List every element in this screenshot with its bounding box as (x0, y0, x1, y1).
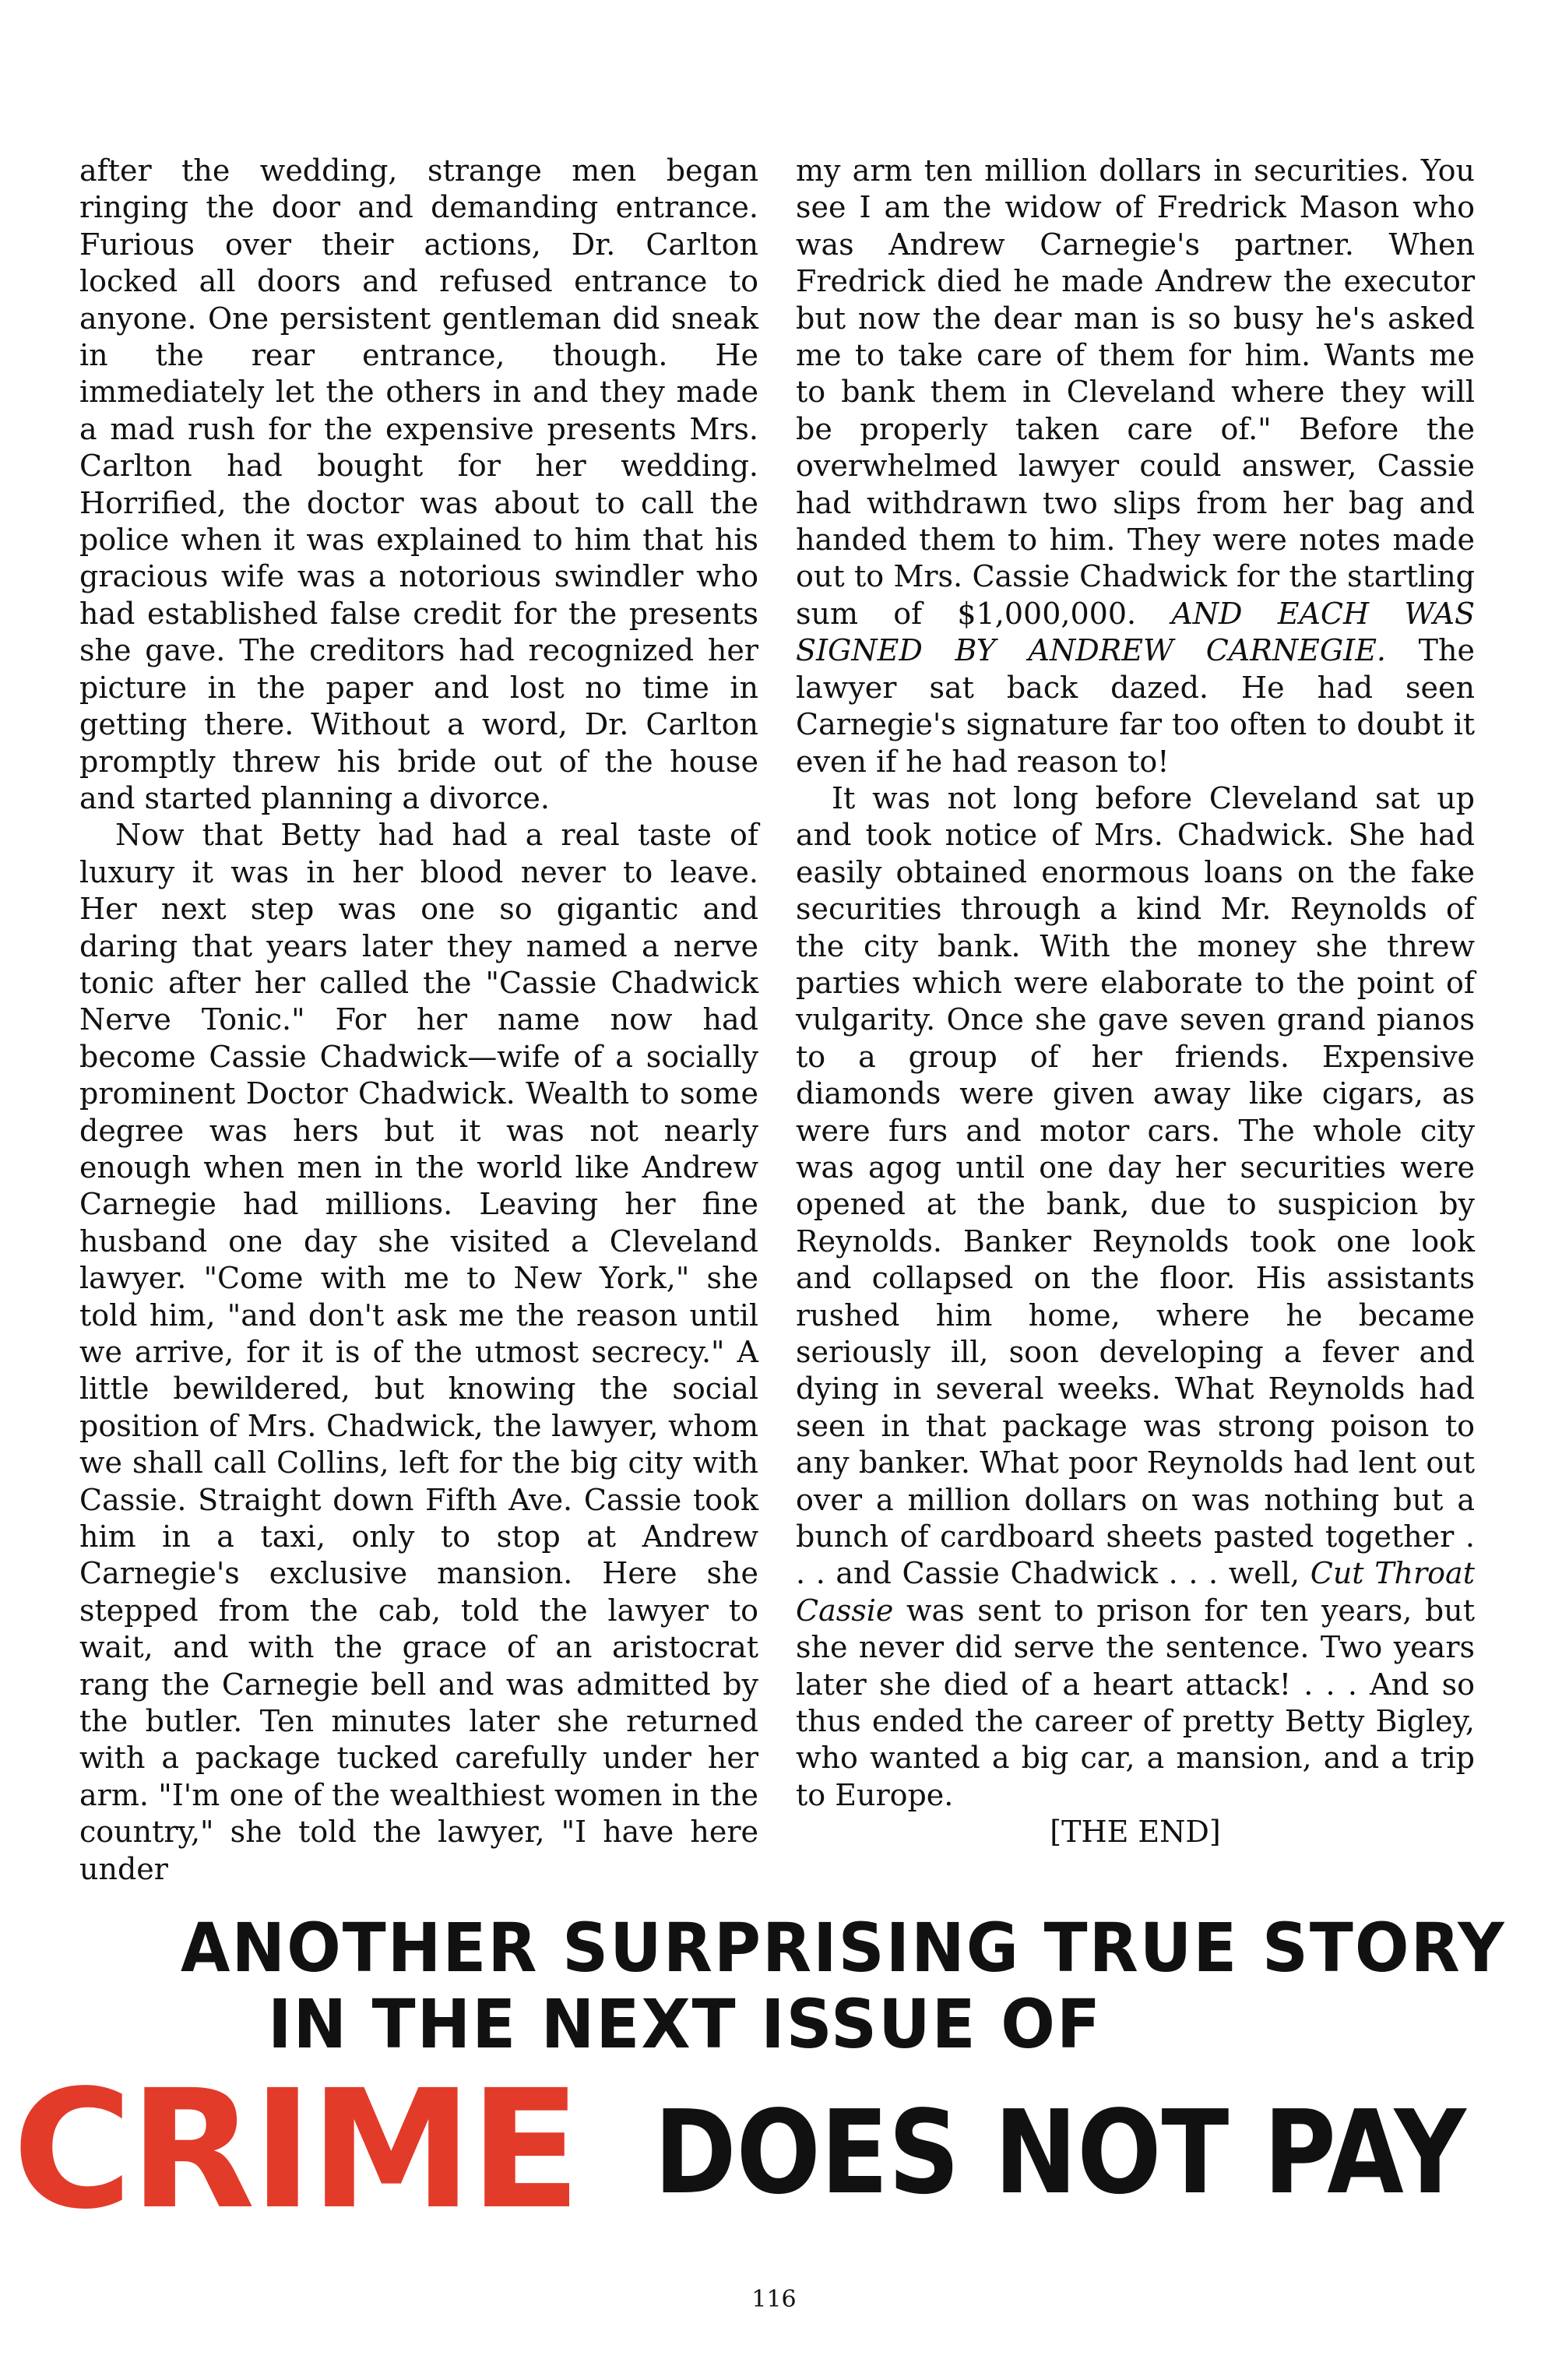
page-number: 116 (751, 2286, 797, 2313)
promo-headline-line-1: ANOTHER SURPRISING TRUE STORY (181, 1910, 1506, 1987)
promo-headline-line-2: IN THE NEXT ISSUE OF (268, 1986, 1102, 2064)
right-paragraph-1-text-a: my arm ten million dollars in securities. You see I am the widow of Fredrick Mason who was Andrew Carnegie's partner. When Fredrick died he made Andrew the executor but now the dear man is so busy he's asked me to take care of them for him. Wants me to bank them in Cleveland where they will be properly taken care of." Before the overwhelmed lawyer could answer, Cassie had withdrawn two slips from her bag and handed them to him. They were notes made out to Mrs. Cassie Chadwick for the startling sum of $1,000,000. (796, 153, 1475, 631)
left-column (79, 153, 758, 1888)
the-end-label: [THE END] (1050, 1815, 1221, 1850)
right-paragraph-2-text-b: was sent to prison for ten years, but she never did serve the sentence. Two years later she died of a heart attack! . . . And so thus ended the career of pretty Betty Bigley, who wanted a big car, a mansion, and a trip to Europe. (796, 1593, 1475, 1812)
right-paragraph-2 (796, 780, 1475, 1814)
brand-title-does-not-pay: DOES NOT PAY (654, 2086, 1466, 2220)
right-paragraph-1-text-b: The lawyer sat back dazed. He had seen Carnegie's signature far too often to doubt it even if he had reason to! (796, 633, 1475, 779)
right-paragraph-1 (796, 153, 1475, 780)
left-paragraph-1: after the wedding, strange men began ringing the door and demanding entrance. Furious over their actions, Dr. Carlton locked all doors and refused entrance to anyone. One persistent gentleman did sneak in the rear entrance, though. He immediately let the others in and they made a mad rush for the expensive presents Mrs. Carlton had bought for her wedding. Horrified, the doctor was about to call the police when it was explained to him that his gracious wife was a notorious swindler who had established false credit for the presents she gave. The creditors had recognized her picture in the paper and lost no time in getting there. Without a word, Dr. Carlton promptly threw his bride out of the house and started planning a divorce. (79, 153, 758, 815)
right-paragraph-2-text-a: It was not long before Cleveland sat up and took notice of Mrs. Chadwick. She had easily obtained enormous loans on the fake securities through a kind Mr. Reynolds of the city bank. With the money she threw parties which were elaborate to the point of vulgarity. Once she gave seven grand pianos to a group of her friends. Expensive diamonds were given away like cigars, as were furs and motor cars. The whole city was agog until one day her securities were opened at the bank, due to suspicion by Reynolds. Banker Reynolds took one look and collapsed on the floor. His assistants rushed him home, where he became seriously ill, soon developing a fever and dying in several weeks. What Reynolds had seen in that package was strong poison to any banker. What poor Reynolds had lent out over a million dollars on was nothing but a bunch of cardboard sheets pasted together . . . and Cassie Chadwick . . . well, (796, 780, 1475, 1591)
right-paragraph-2-italic: Cut Throat Cassie (796, 1556, 1475, 1628)
right-column (796, 153, 1475, 1851)
right-paragraph-1-italic: AND EACH WAS SIGNED BY ANDREW CARNEGIE. (796, 596, 1475, 668)
left-paragraph-2: Now that Betty had had a real taste of luxury it was in her blood never to leave. Her next step was one so gigantic and daring that years later they named a nerve tonic after her called the "Cassie Chadwick Nerve Tonic." For her name now had become Cassie Chadwick—wife of a socially prominent Doctor Chadwick. Wealth to some degree was hers but it was not nearly enough when men in the world like Andrew Carnegie had millions. Leaving her fine husband one day she visited a Cleveland lawyer. "Come with me to New York," she told him, "and don't ask me the reason until we arrive, for it is of the utmost secrecy." A little bewildered, but knowing the social position of Mrs. Chadwick, the lawyer, whom we shall call Collins, left for the big city with Cassie. Straight down Fifth Ave. Cassie took him in a taxi, only to stop at Andrew Carnegie's exclusive mansion. Here she stepped from the cab, told the lawyer to wait, and with the grace of an aristocrat rang the Carnegie bell and was admitted by the butler. Ten minutes later she returned with a package tucked carefully under her arm. "I'm one of the wealthiest women in the country," she told the lawyer, "I have here under (79, 818, 758, 1886)
brand-title-crime: CRIME (12, 2054, 579, 2245)
